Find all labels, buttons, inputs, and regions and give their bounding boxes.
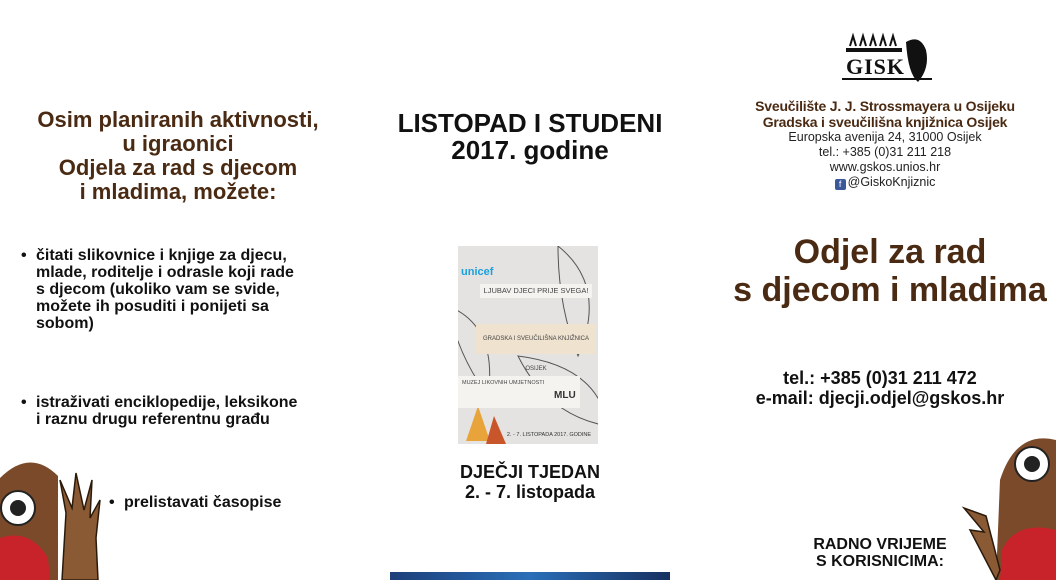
bullet-dot: •: [21, 394, 27, 411]
left-heading-line: i mladima, možete:: [79, 179, 277, 204]
bullet-dot: •: [109, 494, 115, 511]
owl-pupil: [1024, 456, 1040, 472]
facebook-handle[interactable]: [740, 175, 1030, 190]
childrens-week-poster: [458, 246, 598, 444]
gisk-logo: [840, 32, 934, 92]
library-name: Gradska i sveučilišna knjižnica Osijek: [762, 114, 1008, 130]
working-hours-line: RADNO VRIJEME: [813, 536, 947, 553]
owl-illustration-right: [956, 420, 1056, 580]
poster-library-banner: GRADSKA I SVEUČILIŠNA KNJIŽNICA OSIJEK: [476, 324, 596, 354]
bullet-line: možete ih posuditi i ponijeti sa: [36, 298, 269, 315]
poster-museum-name: MUZEJ LIKOVNIH UMJETNOSTI: [462, 380, 545, 386]
unicef-logo: unicef: [461, 266, 494, 278]
department-title-line: s djecom i mladima: [733, 271, 1047, 309]
bullet-line: istraživati enciklopedije, leksikone: [36, 394, 298, 411]
childrens-week-title: [380, 462, 680, 502]
working-hours-line: S KORISNICIMA:: [816, 553, 944, 570]
facebook-icon: f: [835, 179, 846, 190]
institution-block: [740, 98, 1030, 190]
poster-date: 2. - 7. LISTOPADA 2017. GODINE: [506, 432, 592, 438]
facebook-handle-text: @GiskoKnjiznic: [847, 175, 936, 189]
left-heading: [8, 108, 348, 204]
bullet-dot: •: [21, 247, 27, 264]
bullet-line: čitati slikovnice i knjige za djecu,: [36, 247, 287, 264]
department-contact: [725, 368, 1035, 408]
childrens-week-line: DJEČJI TJEDAN: [459, 462, 601, 482]
season-heading: [380, 110, 680, 164]
library-phone: tel.: +385 (0)31 211 218: [818, 145, 952, 159]
bullet-line: s djecom (ukoliko vam se svide,: [36, 281, 280, 298]
department-title-line: Odjel za rad: [793, 233, 987, 271]
gisk-logo-text: GISK: [846, 54, 906, 79]
bullet-line: prelistavati časopise: [124, 494, 282, 511]
childrens-week-line: 2. - 7. listopada: [464, 482, 596, 502]
working-hours-heading: [790, 536, 970, 570]
season-heading-line: 2017. godine: [451, 135, 609, 165]
left-heading-line: Osim planiranih aktivnosti,: [37, 107, 319, 132]
department-email[interactable]: e-mail: djecji.odjel@gskos.hr: [755, 388, 1005, 408]
bullet-line: mlade, roditelje i odrasle koji rade: [36, 264, 294, 281]
owl-wing-feathers: [60, 473, 100, 580]
bullet-line: sobom): [36, 315, 94, 332]
bottom-image-strip: [390, 572, 670, 580]
activity-bullet-magazines: [109, 494, 344, 511]
poster-slogan: LJUBAV DJECI PRIJE SVEGA!: [480, 284, 592, 298]
left-heading-line: Odjela za rad s djecom: [58, 155, 298, 180]
department-title: [725, 233, 1055, 309]
library-website[interactable]: www.gskos.unios.hr: [829, 160, 941, 174]
owl-pupil: [10, 500, 26, 516]
season-heading-line: LISTOPAD I STUDENI: [397, 108, 663, 138]
owl-illustration-left: [0, 418, 120, 580]
owl-wing-feathers: [964, 508, 1000, 580]
left-heading-line: u igraonici: [122, 131, 234, 156]
poster-museum-banner: [458, 376, 580, 408]
department-phone: tel.: +385 (0)31 211 472: [783, 368, 977, 388]
library-address: Europska avenija 24, 31000 Osijek: [788, 130, 982, 144]
bullet-line: i raznu drugu referentnu građu: [36, 411, 270, 428]
mlu-logo: MLU: [554, 390, 576, 401]
activity-bullet-reading: [21, 247, 336, 332]
university-name: Sveučilište J. J. Strossmayera u Osijeku: [755, 98, 1015, 114]
